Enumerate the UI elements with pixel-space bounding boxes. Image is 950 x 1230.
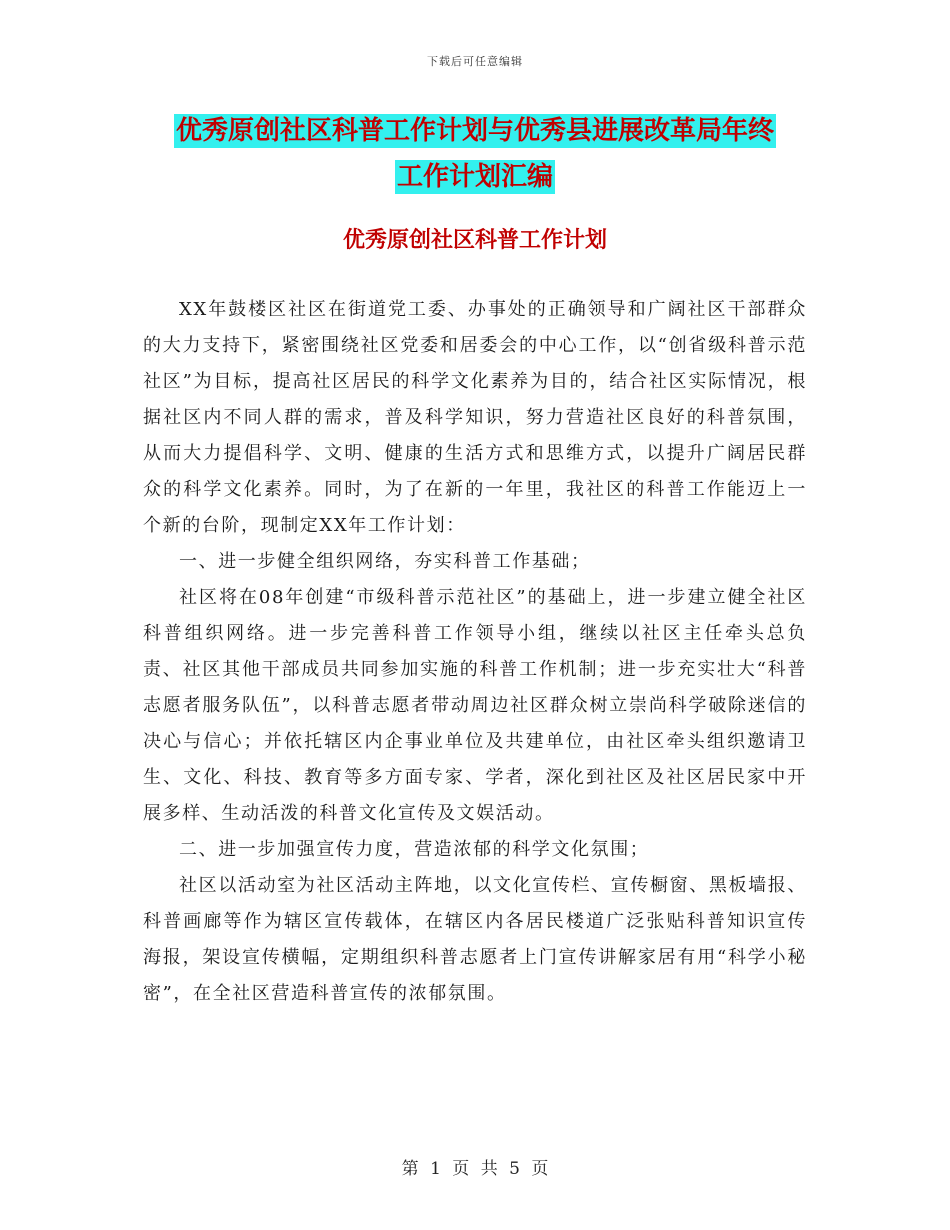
body-heading-1: 一、进一步健全组织网络，夯实科普工作基础；	[179, 551, 591, 572]
body-heading-2: 二、进一步加强宣传力度，营造浓郁的科学文化氛围；	[179, 839, 650, 860]
body-paragraph-1: 社区将在08年创建“市级科普示范社区”的基础上，进一步建立健全社区科普组织网络。进一步完善科普工作领导小组，继续以社区主任牵头总负责、社区其他干部成员共同参加实施的科普工作机制；进一步充实壮大“科普志愿者服务队伍”，以科普志愿者带动周边社区群众树立崇尚科学破除迷信的决心与信心；并依托辖区内企事业单位及共建单位，由社区牵头组织邀请卫生、文化、科技、教育等多方面专家、学者，深化到社区及社区居民家中开展多样、生动活泼的科普文化宣传及文娱活动。	[143, 587, 807, 824]
page-header-note: 下载后可任意编辑	[427, 55, 523, 68]
body-paragraph-intro: XX年鼓楼区社区在街道党工委、办事处的正确领导和广阔社区干部群众的大力支持下，紧密围绕社区党委和居委会的中心工作，以“创省级科普示范社区”为目标，提高社区居民的科学文化素养为目的，结合社区实际情况，根据社区内不同人群的需求，普及科学知识，努力营造社区良好的科普氛围，从而大力提倡科学、文明、健康的生活方式和思维方式，以提升广阔居民群众的科学文化素养。同时，为了在新的一年里，我社区的科普工作能迈上一个新的台阶，现制定XX年工作计划：	[143, 299, 807, 536]
section-title: 优秀原创社区科普工作计划	[342, 228, 607, 253]
document-title-line-1: 优秀原创社区科普工作计划与优秀县进展改革局年终	[175, 116, 774, 146]
document-body	[143, 292, 807, 1012]
document-title	[140, 108, 810, 200]
body-paragraph-2: 社区以活动室为社区活动主阵地，以文化宣传栏、宣传橱窗、黑板墙报、科普画廊等作为辖区宣传载体，在辖区内各居民楼道广泛张贴科普知识宣传海报，架设宣传横幅，定期组织科普志愿者上门宣传讲解家居有用“科学小秘密”，在全社区营造科普宣传的浓郁氛围。	[143, 875, 807, 1004]
document-title-line-2: 工作计划汇编	[396, 162, 553, 192]
page-number: 第 1 页 共 5 页	[401, 1159, 549, 1179]
